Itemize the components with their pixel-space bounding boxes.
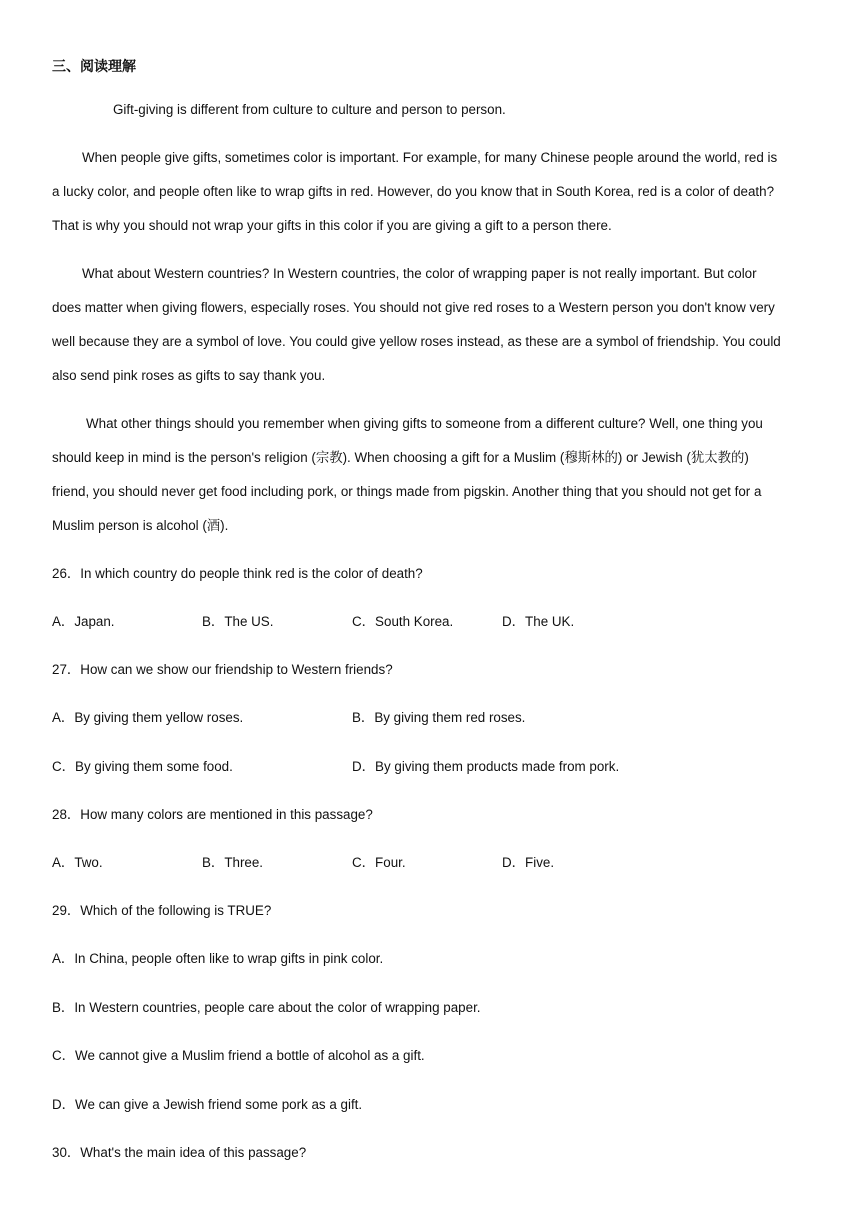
question-26-option-a[interactable]: A．Japan. [52, 614, 115, 629]
question-27-option-a[interactable]: A．By giving them yellow roses. [52, 710, 244, 725]
question-27-stem: 27．How can we show our friendship to Western friends? [52, 662, 393, 677]
passage-p3-line-4: Muslim person is alcohol (酒). [52, 518, 229, 533]
question-29-option-b[interactable]: B．In Western countries, people care about the color of wrapping paper. [52, 1000, 481, 1015]
passage-p3-line-1: What other things should you remember when giving gifts to someone from a different culture? Well, one thing you [86, 416, 763, 431]
passage-p3-line-3: friend, you should never get food including pork, or things made from pigskin. Another thing that you should not get for a [52, 484, 762, 499]
passage-intro: Gift-giving is different from culture to culture and person to person. [113, 102, 506, 117]
passage-p2-line-3: well because they are a symbol of love. You could give yellow roses instead, as these are a symbol of friendship. You could [52, 334, 781, 349]
question-30-stem: 30．What's the main idea of this passage? [52, 1145, 307, 1160]
passage-p1-line-2: a lucky color, and people often like to wrap gifts in red. However, do you know that in South Korea, red is a color of death? [52, 184, 775, 199]
passage-p1-line-3: That is why you should not wrap your gifts in this color if you are giving a gift to a person there. [52, 218, 612, 233]
question-28-option-b[interactable]: B．Three. [202, 855, 264, 870]
passage-p2-line-1: What about Western countries? In Western countries, the color of wrapping paper is not really important. But color [82, 266, 757, 281]
question-26-stem: 26．In which country do people think red is the color of death? [52, 566, 423, 581]
question-28-option-c[interactable]: C．Four. [352, 855, 406, 870]
passage-p3-line-2: should keep in mind is the person's religion (宗教). When choosing a gift for a Muslim (穆斯林的) or Jewish (犹太教的) [52, 450, 749, 465]
question-29-stem: 29．Which of the following is TRUE? [52, 903, 272, 918]
question-29-option-c[interactable]: C．We cannot give a Muslim friend a bottle of alcohol as a gift. [52, 1048, 425, 1063]
section-heading: 三、阅读理解 [52, 58, 136, 74]
question-26-option-b[interactable]: B．The US. [202, 614, 274, 629]
question-27-option-c[interactable]: C．By giving them some food. [52, 759, 233, 774]
question-27-option-d[interactable]: D．By giving them products made from pork. [352, 759, 620, 774]
question-29-option-a[interactable]: A．In China, people often like to wrap gifts in pink color. [52, 951, 384, 966]
passage-p1-line-1: When people give gifts, sometimes color is important. For example, for many Chinese people around the world, red is [82, 150, 778, 165]
question-28-stem: 28．How many colors are mentioned in this passage? [52, 807, 373, 822]
question-26-option-c[interactable]: C．South Korea. [352, 614, 454, 629]
question-28-option-a[interactable]: A．Two. [52, 855, 103, 870]
question-29-option-d[interactable]: D．We can give a Jewish friend some pork as a gift. [52, 1097, 363, 1112]
passage-p2-line-4: also send pink roses as gifts to say thank you. [52, 368, 326, 383]
passage-p2-line-2: does matter when giving flowers, especially roses. You should not give red roses to a Western person you don't know very [52, 300, 775, 315]
question-27-option-b[interactable]: B．By giving them red roses. [352, 710, 526, 725]
question-26-option-d[interactable]: D．The UK. [502, 614, 575, 629]
question-28-option-d[interactable]: D．Five. [502, 855, 555, 870]
